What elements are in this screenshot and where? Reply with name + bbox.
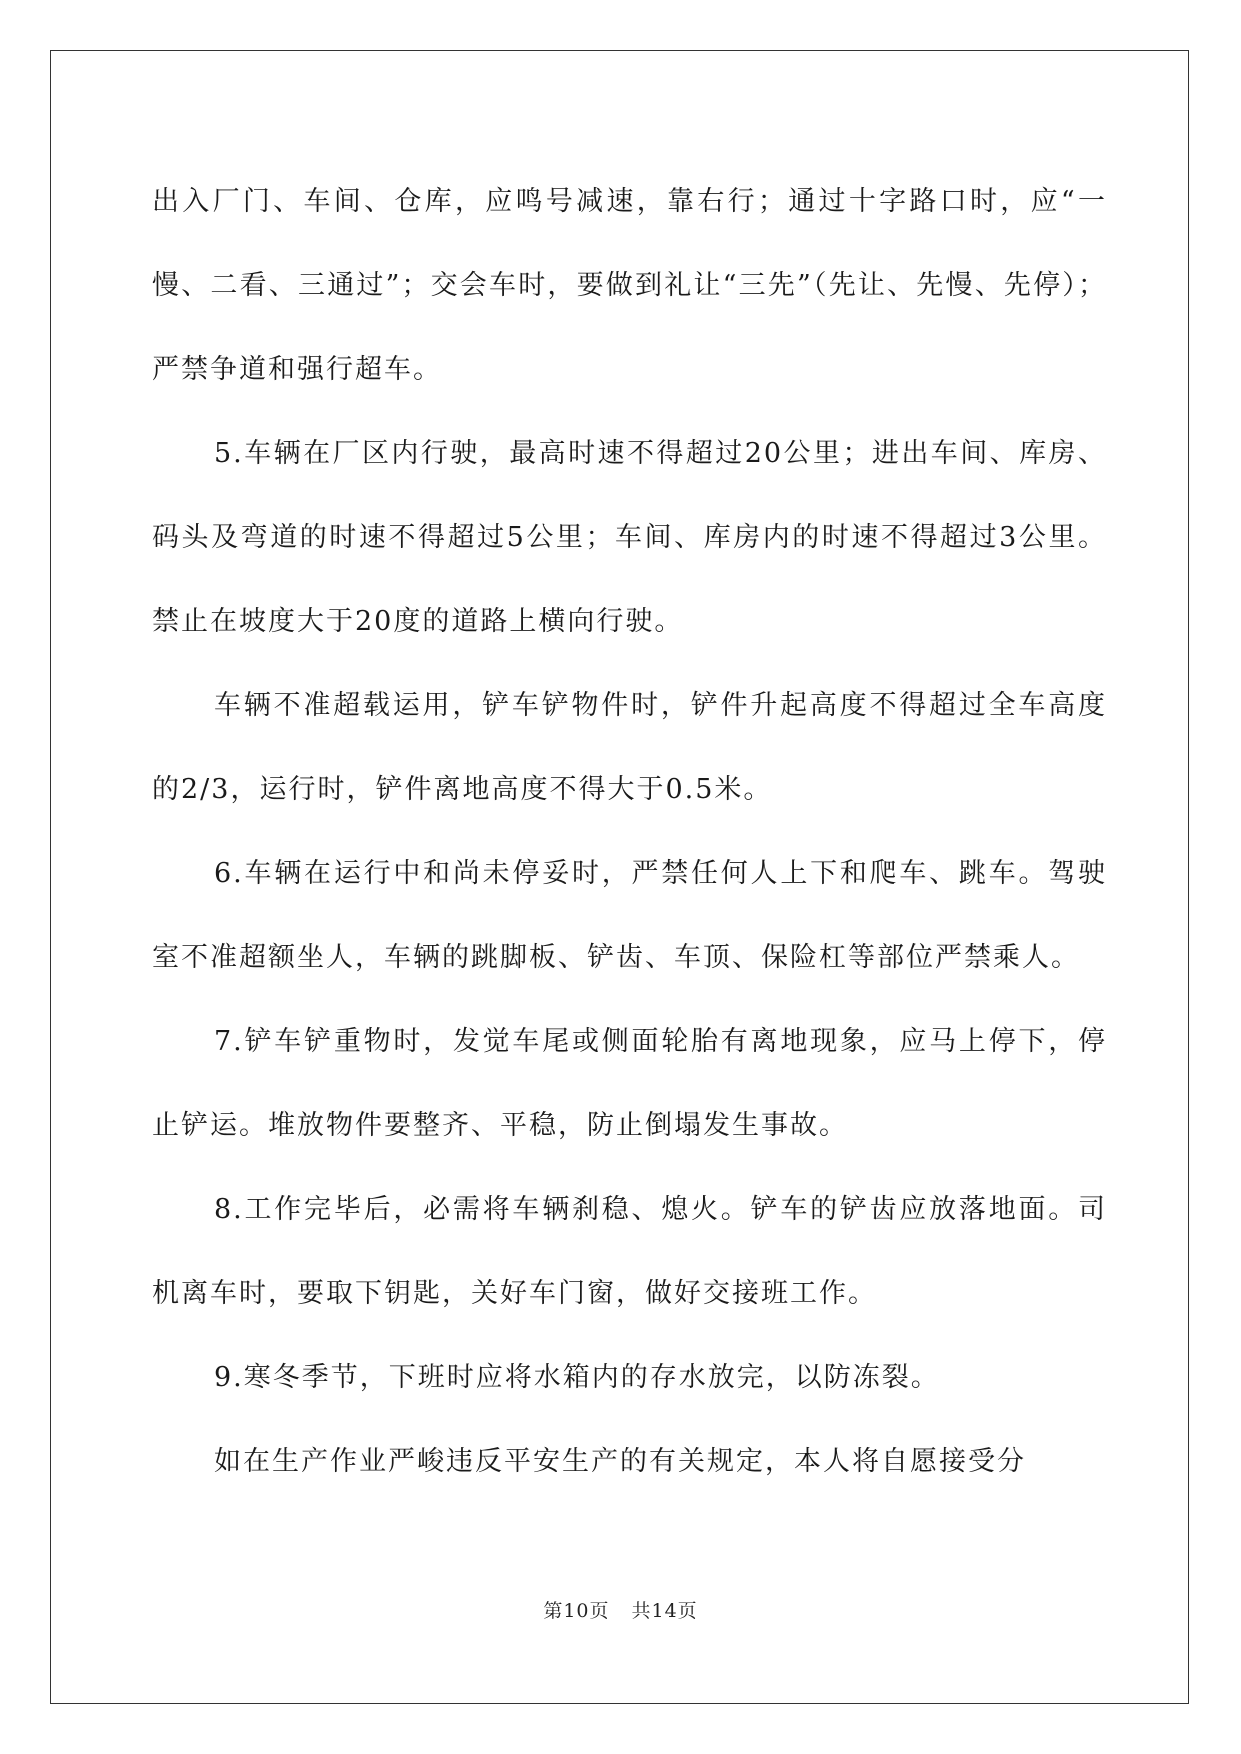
paragraph: 7.铲车铲重物时，发觉车尾或侧面轮胎有离地现象，应马上停下，停止铲运。堆放物件要整齐、平稳，防止倒塌发生事故。: [152, 1026, 1107, 1141]
paragraph: 6.车辆在运行中和尚未停妥时，严禁任何人上下和爬车、跳车。驾驶室不准超额坐人，车辆的跳脚板、铲齿、车顶、保险杠等部位严禁乘人。: [152, 858, 1107, 973]
page-footer: [0, 1596, 1241, 1623]
paragraph: 9.寒冬季节，下班时应将水箱内的存水放完，以防冻裂。: [214, 1362, 940, 1393]
paragraph: 5.车辆在厂区内行驶，最高时速不得超过20公里；进出车间、库房、码头及弯道的时速不得超过5公里；车间、库房内的时速不得超过3公里。禁止在坡度大于20度的道路上横向行驶。: [152, 438, 1107, 637]
paragraph: 8.工作完毕后，必需将车辆刹稳、熄火。铲车的铲齿应放落地面。司机离车时，要取下钥匙，关好车门窗，做好交接班工作。: [152, 1194, 1107, 1309]
page-total: 共14页: [631, 1600, 698, 1622]
paragraph: 出入厂门、车间、仓库，应鸣号减速，靠右行；通过十字路口时，应“一慢、二看、三通过”；交会车时，要做到礼让“三先”（先让、先慢、先停）；严禁争道和强行超车。: [152, 186, 1107, 385]
paragraph: 车辆不准超载运用，铲车铲物件时，铲件升起高度不得超过全车高度的2/3，运行时，铲件离地高度不得大于0.5米。: [152, 690, 1107, 805]
paragraph: 如在生产作业严峻违反平安生产的有关规定，本人将自愿接受分: [214, 1446, 1026, 1477]
page-number: 第10页: [543, 1600, 610, 1622]
document-body: [152, 160, 1107, 1504]
